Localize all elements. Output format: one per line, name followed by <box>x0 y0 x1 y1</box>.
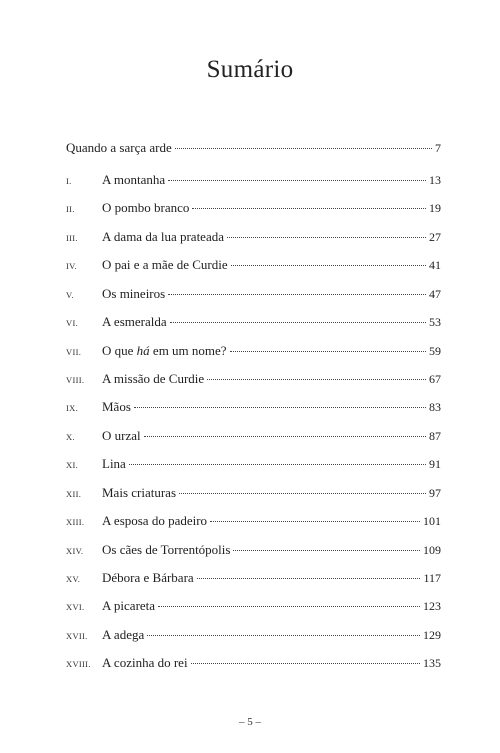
chapter-number: VII. <box>66 347 82 357</box>
dot-leader <box>168 294 426 295</box>
toc-entry-page: 59 <box>429 344 441 358</box>
toc-entry[interactable] <box>66 397 441 417</box>
dot-leader <box>210 521 420 522</box>
toc-entry-label: A esmeralda <box>102 314 167 329</box>
dot-leader <box>230 351 426 352</box>
toc-entry[interactable] <box>66 426 441 446</box>
chapter-number: XII. <box>66 489 82 499</box>
toc-entry-page: 109 <box>423 543 441 557</box>
toc-entry[interactable] <box>66 198 441 218</box>
chapter-number: VI. <box>66 318 78 328</box>
toc-entry[interactable] <box>66 540 441 560</box>
page-number-footer: – 5 – <box>239 716 261 728</box>
toc-entry[interactable] <box>66 341 441 361</box>
dot-leader <box>170 322 426 323</box>
toc-entry-label: A missão de Curdie <box>102 371 205 386</box>
toc-entry-label: A esposa do padeiro <box>102 513 208 528</box>
chapter-number: XVII. <box>66 631 88 641</box>
toc-entry[interactable] <box>66 511 441 531</box>
toc-entry-page: 117 <box>423 571 441 585</box>
chapter-number: IV. <box>66 261 77 271</box>
toc-entry-label: O pombo branco <box>102 200 190 215</box>
toc-entry-label: A picareta <box>102 598 156 613</box>
dot-leader <box>207 379 426 380</box>
dot-leader <box>175 148 432 149</box>
toc-entry[interactable] <box>66 227 441 247</box>
toc-entry-label: Lina <box>102 456 126 471</box>
toc-entry-page: 19 <box>429 201 441 215</box>
toc-entry[interactable] <box>66 284 441 304</box>
toc-entry-page: 27 <box>429 230 441 244</box>
page-title: Sumário <box>206 56 294 83</box>
toc-entry-page: 41 <box>429 258 441 272</box>
toc-entry-label: Mãos <box>102 399 131 414</box>
toc-entry-page: 101 <box>423 514 441 528</box>
chapter-number: IX. <box>66 403 78 413</box>
toc-entry[interactable] <box>66 596 441 616</box>
dot-leader <box>197 578 421 579</box>
toc-entry[interactable] <box>66 454 441 474</box>
chapter-number: V. <box>66 290 74 300</box>
dot-leader <box>134 407 426 408</box>
toc-entry-label: Os cães de Torrentópolis <box>102 542 231 557</box>
dot-leader <box>158 606 420 607</box>
dot-leader <box>129 464 426 465</box>
toc-entry-page: 13 <box>429 173 441 187</box>
toc-entry[interactable] <box>66 369 441 389</box>
toc-entry[interactable] <box>66 568 441 588</box>
toc-entry-label: O urzal <box>102 428 141 443</box>
dot-leader <box>179 493 426 494</box>
toc-entry-label: Débora e Bárbara <box>102 570 194 585</box>
toc-entry-page: 87 <box>429 429 441 443</box>
toc-entry-label: O pai e a mãe de Curdie <box>102 257 228 272</box>
toc-entry[interactable] <box>66 483 441 503</box>
toc-entry-label: Mais criaturas <box>102 485 177 500</box>
chapter-number: XVI. <box>66 602 85 612</box>
toc-entry-label: A adega <box>102 627 145 642</box>
toc-entry-page: 7 <box>435 141 441 155</box>
chapter-number: XI. <box>66 460 78 470</box>
chapter-number: XVIII. <box>66 659 91 669</box>
toc-entry-page: 129 <box>423 628 441 642</box>
toc-entry[interactable] <box>66 625 441 645</box>
toc-entry[interactable] <box>66 255 441 275</box>
toc-entry[interactable] <box>66 170 441 190</box>
toc-entry[interactable] <box>66 138 441 158</box>
chapter-number: VIII. <box>66 375 85 385</box>
dot-leader <box>231 265 426 266</box>
dot-leader <box>147 635 420 636</box>
toc-entry-page: 123 <box>423 599 441 613</box>
dot-leader <box>191 663 420 664</box>
toc-entry-page: 97 <box>429 486 441 500</box>
dot-leader <box>168 180 426 181</box>
toc-entry-page: 67 <box>429 372 441 386</box>
chapter-number: II. <box>66 204 75 214</box>
dot-leader <box>227 237 426 238</box>
toc-entry-label: Os mineiros <box>102 286 166 301</box>
dot-leader <box>192 208 426 209</box>
toc-entry-page: 83 <box>429 400 441 414</box>
chapter-number: X. <box>66 432 75 442</box>
dot-leader <box>233 550 420 551</box>
toc-entry-label: A cozinha do rei <box>102 655 188 670</box>
toc-entry-page: 91 <box>429 457 441 471</box>
chapter-number: XIV. <box>66 546 84 556</box>
toc-entry-page: 47 <box>429 287 441 301</box>
toc-entry-label: A dama da lua prateada <box>102 229 224 244</box>
chapter-number: XIII. <box>66 517 85 527</box>
dot-leader <box>144 436 426 437</box>
toc-entry[interactable] <box>66 312 441 332</box>
chapter-number: III. <box>66 233 78 243</box>
toc-entry[interactable] <box>66 653 441 673</box>
chapter-number: I. <box>66 176 72 186</box>
toc-entry-page: 135 <box>423 656 441 670</box>
toc-entry-label: Quando a sarça arde <box>66 140 172 155</box>
toc-entry-page: 53 <box>429 315 441 329</box>
toc-entry-label: O que há em um nome? <box>102 343 227 358</box>
chapter-number: XV. <box>66 574 81 584</box>
toc-entry-label: A montanha <box>102 172 166 187</box>
